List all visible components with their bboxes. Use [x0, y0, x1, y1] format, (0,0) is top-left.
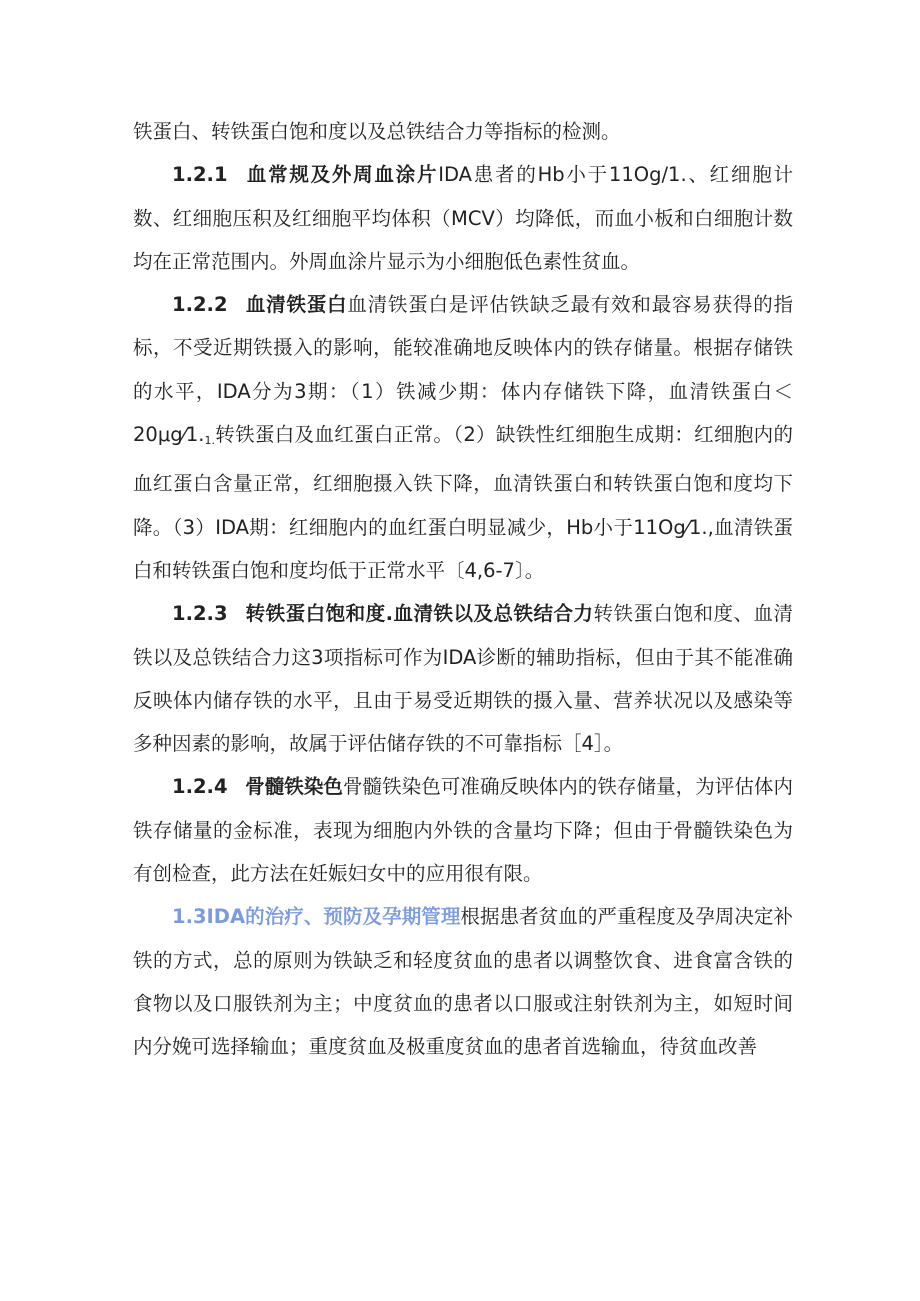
paragraph-1-2-3	[133, 592, 793, 765]
section-number: 1.2.1	[172, 163, 228, 187]
subscript-mark: 1.	[204, 434, 215, 448]
section-heading-highlighted: 1.3IDA的治疗、预防及孕期管理	[172, 905, 461, 929]
paragraph-text: 血清铁蛋白是评估铁缺乏最有效和最容易获得的指标，不受近期铁摄入的影响，能较准确地反映体内的铁存储量。根据存储铁的水平，IDA分为3期：（1）铁减少期：体内存储铁下降，血清铁蛋白＜20μg⁄1.	[133, 293, 793, 447]
section-heading: 骨髓铁染色	[245, 775, 343, 799]
section-number: 1.2.3	[172, 602, 228, 626]
section-heading: 血清铁蛋白	[245, 293, 348, 317]
paragraph-intro	[133, 110, 793, 153]
section-heading: 血常规及外周血涂片	[245, 163, 439, 187]
paragraph-text: 转铁蛋白及血红蛋白正常。（2）缺铁性红细胞生成期：红细胞内的血红蛋白含量正常，红细胞摄入铁下降，血清铁蛋白和转铁蛋白饱和度均下降。（3）IDA期：红细胞内的血红蛋白明显减少，Hb小于11Og⁄1.,血清铁蛋白和转铁蛋白饱和度均低于正常水平〔4,6-7〕。	[133, 423, 793, 582]
paragraph-text: IDA患者的Hb小于11Og/1.、红细胞计数、红细胞压积及红细胞平均体积（MCV）均降低，而血小板和白细胞计数均在正常范围内。外周血涂片显示为小细胞低色素性贫血。	[133, 163, 793, 273]
document-page	[133, 110, 793, 1069]
section-heading: 转铁蛋白饱和度.血清铁以及总铁结合力	[245, 602, 594, 626]
section-number: 1.2.2	[172, 293, 228, 317]
paragraph-1-2-4	[133, 765, 793, 895]
paragraph-text: 转铁蛋白饱和度、血清铁以及总铁结合力这3项指标可作为IDA诊断的辅助指标，但由于其不能准确反映体内储存铁的水平，且由于易受近期铁的摄入量、营养状况以及感染等多种因素的影响，故属于评估储存铁的不可靠指标［4］。	[133, 602, 793, 756]
paragraph-1-2-2	[133, 283, 793, 592]
paragraph-text: 根据患者贫血的严重程度及孕周决定补铁的方式，总的原则为铁缺乏和轻度贫血的患者以调整饮食、进食富含铁的食物以及口服铁剂为主；中度贫血的患者以口服或注射铁剂为主，如短时间内分娩可选择输血；重度贫血及极重度贫血的患者首选输血，待贫血改善	[133, 905, 793, 1059]
paragraph-1-2-1	[133, 153, 793, 283]
paragraph-1-3	[133, 895, 793, 1068]
paragraph-text: 铁蛋白、转铁蛋白饱和度以及总铁结合力等指标的检测。	[133, 120, 621, 143]
paragraph-text: 骨髓铁染色可准确反映体内的铁存储量，为评估体内铁存储量的金标准，表现为细胞内外铁的含量均下降；但由于骨髓铁染色为有创检查，此方法在妊娠妇女中的应用很有限。	[133, 775, 793, 886]
section-number: 1.2.4	[172, 775, 228, 799]
